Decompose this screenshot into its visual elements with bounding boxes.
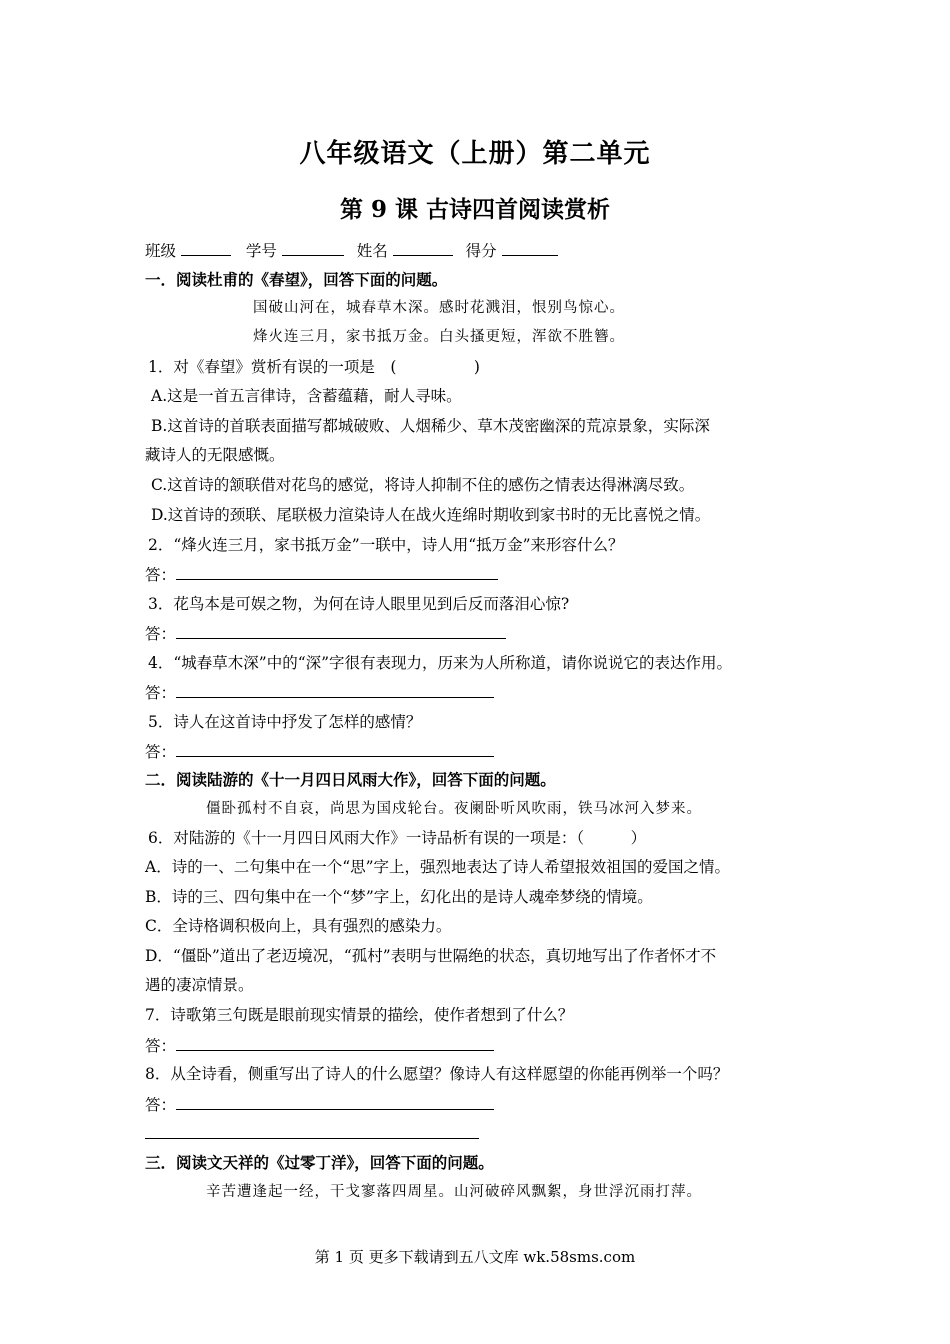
answer-3-line[interactable] (176, 623, 506, 639)
question-7: 7．诗歌第三句既是眼前现实情景的描绘，使作者想到了什么？ (145, 1006, 574, 1024)
page-footer: 第 1 页 更多下载请到五八文库 wk.58sms.com (314, 1248, 636, 1266)
answer-3 (145, 623, 506, 644)
name-field[interactable] (393, 240, 453, 256)
score-field[interactable] (502, 240, 558, 256)
class-label: 班级 (145, 242, 177, 260)
q6-option-c: C．全诗格调积极向上，具有强烈的感染力。 (145, 917, 452, 935)
question-3: 3．花鸟本是可娱之物，为何在诗人眼里见到后反而落泪心惊? (148, 595, 570, 613)
answer-7-line[interactable] (176, 1035, 494, 1051)
question-6: 6．对陆游的《十一月四日风雨大作》一诗品析有误的一项是：（ ） (148, 829, 647, 847)
answer-4 (145, 682, 494, 703)
question-8: 8．从全诗看，侧重写出了诗人的什么愿望？像诗人有这样愿望的你能再例举一个吗？ (145, 1065, 729, 1083)
answer-label: 答： (145, 566, 177, 584)
q6-option-b: B．诗的三、四句集中在一个“梦”字上，幻化出的是诗人魂牵梦绕的情境。 (145, 888, 653, 906)
question-5: 5．诗人在这首诗中抒发了怎样的感情？ (148, 713, 422, 731)
section3-poem: 辛苦遭逢起一经，干戈寥落四周星。山河破碎风飘絮，身世浮沉雨打萍。 (206, 1184, 702, 1200)
answer-label: 答： (145, 684, 177, 702)
answer-7 (145, 1035, 494, 1056)
page-title: 八年级语文（上册）第二单元 (299, 139, 651, 169)
answer-label: 答： (145, 1037, 177, 1055)
answer-label: 答： (145, 1096, 177, 1114)
lesson-subtitle: 第 9 课 古诗四首阅读赏析 (339, 196, 611, 223)
q6-option-d: D．“僵卧”道出了老迈境况，“孤村”表明与世隔绝的状态，真切地写出了作者怀才不 (145, 947, 717, 965)
answer-2 (145, 564, 498, 585)
q1-option-b: B.这首诗的首联表面描写都城破败、人烟稀少、草木茂密幽深的荒凉景象，实际深 (151, 417, 710, 435)
answer-4-line[interactable] (176, 682, 494, 698)
q1-option-d: D.这首诗的颈联、尾联极力渲染诗人在战火连绵时期收到家书时的无比喜悦之情。 (151, 506, 711, 524)
answer-8 (145, 1094, 494, 1115)
q1-option-a: A.这是一首五言律诗，含蓄蕴藉，耐人寻味。 (151, 387, 462, 405)
q1-option-b-cont: 藏诗人的无限感慨。 (145, 446, 285, 464)
question-1: 1．对《春望》赏析有误的一项是 ( ) (148, 358, 480, 376)
answer-5 (145, 741, 494, 762)
poem-line-2: 烽火连三月，家书抵万金。白头搔更短，浑欲不胜簪。 (253, 329, 625, 345)
answer-2-line[interactable] (176, 564, 498, 580)
answer-label: 答： (145, 625, 177, 643)
student-info-row (145, 240, 558, 261)
question-2: 2．“烽火连三月，家书抵万金”一联中，诗人用“抵万金”来形容什么？ (148, 536, 624, 554)
q6-option-d-cont: 遇的凄凉情景。 (145, 976, 254, 994)
answer-5-line[interactable] (176, 741, 494, 757)
answer-8-line[interactable] (176, 1094, 494, 1110)
answer-8-extra-line[interactable] (145, 1138, 479, 1139)
id-label: 学号 (245, 242, 277, 260)
section1-heading: 一．阅读杜甫的《春望》，回答下面的问题。 (145, 270, 448, 289)
poem-line-1: 国破山河在，城春草木深。感时花溅泪，恨别鸟惊心。 (253, 300, 625, 316)
score-label: 得分 (465, 242, 497, 260)
section2-heading: 二．阅读陆游的《十一月四日风雨大作》，回答下面的问题。 (145, 770, 556, 789)
section2-poem: 僵卧孤村不自哀，尚思为国戍轮台。夜阑卧听风吹雨，铁马冰河入梦来。 (206, 801, 702, 817)
q1-option-c: C.这首诗的颔联借对花鸟的感觉，将诗人抑制不住的感伤之情表达得淋漓尽致。 (151, 476, 695, 494)
class-field[interactable] (181, 240, 231, 256)
q6-option-a: A．诗的一、二句集中在一个“思”字上，强烈地表达了诗人希望报效祖国的爱国之情。 (145, 858, 731, 876)
section3-heading: 三．阅读文天祥的《过零丁洋》，回答下面的问题。 (145, 1153, 494, 1172)
question-4: 4．“城春草木深”中的“深”字很有表现力，历来为人所称道，请你说说它的表达作用。 (148, 654, 733, 672)
name-label: 姓名 (356, 242, 388, 260)
answer-label: 答： (145, 743, 177, 761)
id-field[interactable] (282, 240, 344, 256)
